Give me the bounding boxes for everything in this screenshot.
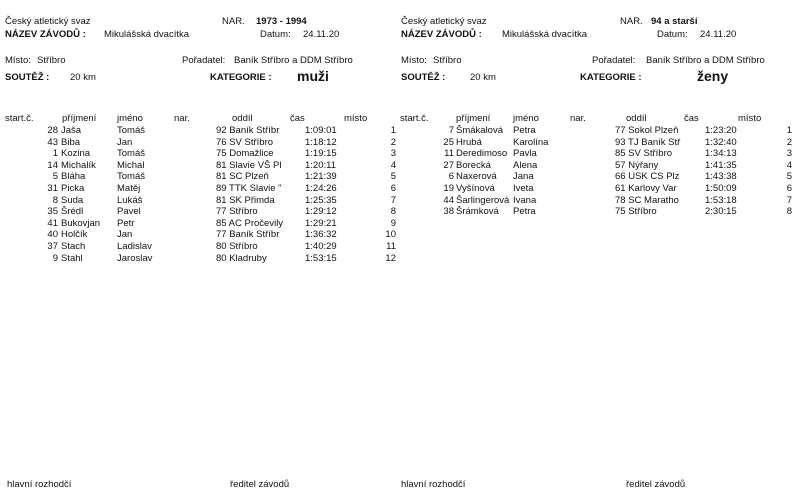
table-row xyxy=(0,195,400,207)
date-value: 24.11.20 xyxy=(700,29,737,40)
time: 1:09:01 xyxy=(305,125,337,136)
club: 75 Stříbro xyxy=(615,206,657,218)
start-number: 31 xyxy=(47,183,58,194)
surname: Deredimoso xyxy=(456,148,508,160)
first-name: Petra xyxy=(513,125,536,136)
surname: Michalík xyxy=(61,159,96,171)
club: 85 SV Stříbro xyxy=(615,148,673,160)
surname: Kozina xyxy=(61,148,91,160)
club: 75 Domažlice xyxy=(216,148,274,160)
surname: Vyšínová xyxy=(456,183,495,194)
place: 10 xyxy=(385,229,396,241)
competition-value: 20 km xyxy=(70,72,96,83)
club: 85 AC Pročevily xyxy=(216,217,284,229)
place: 11 xyxy=(386,241,396,252)
start-number: 35 xyxy=(47,206,58,218)
surname: Biba xyxy=(61,136,81,148)
time: 2:30:15 xyxy=(705,206,737,218)
col-place: místo xyxy=(738,113,762,124)
table-row xyxy=(396,137,796,149)
time: 1:32:40 xyxy=(705,136,737,148)
place: 2 xyxy=(390,136,396,148)
category-label: KATEGORIE : xyxy=(580,72,642,83)
place-label: Místo: xyxy=(5,55,31,66)
place: 1 xyxy=(786,125,792,136)
club: 57 Nýřany xyxy=(615,159,659,171)
category-label: KATEGORIE : xyxy=(210,72,272,83)
first-name: Tomáš xyxy=(117,148,145,160)
club: 77 Sokol Plzeň xyxy=(615,125,679,136)
time: 1:23:20 xyxy=(705,125,737,136)
born-range: 1973 - 1994 xyxy=(256,16,307,27)
club: 80 Kladruby xyxy=(216,252,267,264)
col-name: jméno xyxy=(117,113,143,124)
club: 81 SK Přimda xyxy=(216,194,275,206)
start-number: 37 xyxy=(47,241,58,252)
footer-race-director: ředitel závodů xyxy=(626,479,686,490)
first-name: Jan xyxy=(117,229,133,241)
col-club: oddíl xyxy=(626,113,647,124)
date-value: 24.11.20 xyxy=(303,29,340,40)
table-row xyxy=(396,171,796,183)
club: 77 Stříbro xyxy=(216,206,258,218)
first-name: Ladislav xyxy=(117,241,152,252)
place-value: Stříbro xyxy=(37,55,66,66)
race-name-label: NÁZEV ZÁVODŮ : xyxy=(401,29,482,40)
first-name: Michal xyxy=(117,159,145,171)
club: 66 USK CS Plz xyxy=(615,171,680,183)
race-name: Mikulášská dvacítka xyxy=(104,29,190,40)
first-name: Jan xyxy=(117,136,133,148)
start-number: 19 xyxy=(443,183,454,194)
surname: Holčík xyxy=(61,229,88,241)
table-row xyxy=(0,253,400,265)
first-name: Jaroslav xyxy=(117,252,153,264)
club: 76 SV Stříbro xyxy=(216,136,274,148)
organizer-value: Baník Stříbro a DDM Stříbro xyxy=(646,55,765,66)
start-number: 43 xyxy=(47,136,58,148)
category-value: ženy xyxy=(697,68,729,84)
category-value: muži xyxy=(297,68,329,84)
start-number: 40 xyxy=(47,229,58,241)
table-row xyxy=(0,148,400,160)
place: 3 xyxy=(390,148,396,160)
col-surname: příjmení xyxy=(456,113,491,124)
club: 81 SC Plzeň xyxy=(216,171,269,183)
place: 6 xyxy=(786,183,792,194)
time: 1:53:15 xyxy=(305,252,337,264)
col-nat: nar. xyxy=(174,113,190,124)
place: 7 xyxy=(786,194,792,206)
table-row xyxy=(0,125,400,137)
first-name: Tomáš xyxy=(117,171,145,183)
start-number: 28 xyxy=(47,125,58,136)
place: 4 xyxy=(390,159,396,171)
first-name: Tomáš xyxy=(117,125,145,136)
table-row xyxy=(0,241,400,253)
table-row xyxy=(396,183,796,195)
club: 81 Slavie VŠ Pl xyxy=(216,159,282,171)
start-number: 9 xyxy=(52,252,58,264)
organizer-value: Baník Stříbro a DDM Stříbro xyxy=(234,55,353,66)
competition-label: SOUTĚŽ : xyxy=(401,72,446,83)
federation-name: Český atletický svaz xyxy=(5,16,91,27)
start-number: 25 xyxy=(443,136,454,148)
surname: Hrubá xyxy=(456,136,482,148)
place: 1 xyxy=(390,125,396,136)
start-number: 41 xyxy=(47,217,58,229)
table-row xyxy=(0,229,400,241)
time: 1:50:09 xyxy=(705,183,737,194)
start-number: 44 xyxy=(443,194,454,206)
place: 7 xyxy=(390,194,396,206)
surname: Borecká xyxy=(456,159,491,171)
time: 1:25:35 xyxy=(305,194,337,206)
first-name: Pavel xyxy=(117,206,141,218)
first-name: Ivana xyxy=(513,194,537,206)
surname: Stahl xyxy=(61,252,83,264)
results-women xyxy=(396,0,796,494)
time: 1:19:15 xyxy=(305,148,337,160)
first-name: Petr xyxy=(117,217,135,229)
first-name: Iveta xyxy=(513,183,534,194)
start-number: 6 xyxy=(448,171,454,183)
table-row xyxy=(396,195,796,207)
footer-race-director: ředitel závodů xyxy=(230,479,290,490)
club: 92 Baník Stříbr xyxy=(216,125,280,136)
first-name: Lukáš xyxy=(117,194,143,206)
race-name-label: NÁZEV ZÁVODŮ : xyxy=(5,29,86,40)
surname: Šmákalová xyxy=(456,125,503,136)
col-name: jméno xyxy=(513,113,539,124)
footer-head-referee: hlavní rozhodčí xyxy=(401,479,466,490)
place: 5 xyxy=(786,171,792,183)
club: 61 Karlovy Var xyxy=(615,183,677,194)
table-row xyxy=(396,148,796,160)
place: 4 xyxy=(786,159,792,171)
surname: Jaša xyxy=(61,125,82,136)
table-row xyxy=(0,160,400,172)
surname: Šrédl xyxy=(61,206,84,218)
place: 6 xyxy=(390,183,396,194)
date-label: Datum: xyxy=(260,29,291,40)
organizer-label: Pořadatel: xyxy=(182,55,226,66)
col-start: start.č. xyxy=(5,113,34,124)
place: 3 xyxy=(786,148,792,160)
table-row xyxy=(396,125,796,137)
time: 1:18:12 xyxy=(305,136,337,148)
time: 1:24:26 xyxy=(305,183,337,194)
start-number: 8 xyxy=(52,194,58,206)
col-time: čas xyxy=(684,113,699,124)
first-name: Matěj xyxy=(117,183,141,194)
first-name: Karolína xyxy=(513,136,549,148)
born-range: 94 a starší xyxy=(651,16,698,27)
surname: Picka xyxy=(61,183,85,194)
place-value: Stříbro xyxy=(433,55,462,66)
surname: Suda xyxy=(61,194,84,206)
table-row xyxy=(396,206,796,218)
table-row xyxy=(0,183,400,195)
col-time: čas xyxy=(290,113,305,124)
surname: Bukovjan xyxy=(61,217,101,229)
table-row xyxy=(0,137,400,149)
col-nat: nar. xyxy=(570,113,586,124)
first-name: Petra xyxy=(513,206,536,218)
table-row xyxy=(0,206,400,218)
time: 1:53:18 xyxy=(705,194,737,206)
start-number: 5 xyxy=(52,171,58,183)
first-name: Alena xyxy=(513,159,538,171)
surname: Naxerová xyxy=(456,171,497,183)
surname: Bláha xyxy=(61,171,86,183)
table-row xyxy=(0,171,400,183)
surname: Stach xyxy=(61,241,86,252)
footer-head-referee: hlavní rozhodčí xyxy=(7,479,72,490)
col-start: start.č. xyxy=(400,113,429,124)
col-surname: příjmení xyxy=(62,113,97,124)
club: 77 Baník Stříbr xyxy=(216,229,280,241)
time: 1:20:11 xyxy=(305,159,336,171)
place: 12 xyxy=(385,252,396,264)
date-label: Datum: xyxy=(657,29,688,40)
time: 1:29:12 xyxy=(305,206,337,218)
start-number: 7 xyxy=(448,125,454,136)
time: 1:29:21 xyxy=(305,217,337,229)
surname: Šarlingerová xyxy=(456,194,510,206)
club: 80 Stříbro xyxy=(216,241,258,252)
born-label: NAR. xyxy=(222,16,245,27)
born-label: NAR. xyxy=(620,16,643,27)
place: 5 xyxy=(390,171,396,183)
competition-label: SOUTĚŽ : xyxy=(5,72,50,83)
start-number: 14 xyxy=(47,159,58,171)
table-row xyxy=(396,160,796,172)
federation-name: Český atletický svaz xyxy=(401,16,487,27)
start-number: 11 xyxy=(444,148,454,160)
organizer-label: Pořadatel: xyxy=(592,55,636,66)
club: 89 TTK Slavie " xyxy=(216,183,282,194)
place: 2 xyxy=(786,136,792,148)
time: 1:43:38 xyxy=(705,171,737,183)
time: 1:41:35 xyxy=(705,159,737,171)
time: 1:21:39 xyxy=(305,171,337,183)
competition-value: 20 km xyxy=(470,72,496,83)
time: 1:40:29 xyxy=(305,241,337,252)
first-name: Pavla xyxy=(513,148,537,160)
col-club: oddíl xyxy=(232,113,253,124)
time: 1:36:32 xyxy=(305,229,337,241)
race-name: Mikulášská dvacítka xyxy=(502,29,588,40)
place: 8 xyxy=(786,206,792,218)
start-number: 1 xyxy=(52,148,58,160)
start-number: 27 xyxy=(443,159,454,171)
first-name: Jana xyxy=(513,171,534,183)
place: 9 xyxy=(390,217,396,229)
place: 8 xyxy=(390,206,396,218)
time: 1:34:13 xyxy=(705,148,737,160)
club: 93 TJ Baník Stř xyxy=(615,136,681,148)
club: 78 SC Maratho xyxy=(615,194,679,206)
surname: Šrámková xyxy=(456,206,499,218)
place-label: Místo: xyxy=(401,55,427,66)
start-number: 38 xyxy=(443,206,454,218)
table-row xyxy=(0,218,400,230)
col-place: místo xyxy=(344,113,368,124)
